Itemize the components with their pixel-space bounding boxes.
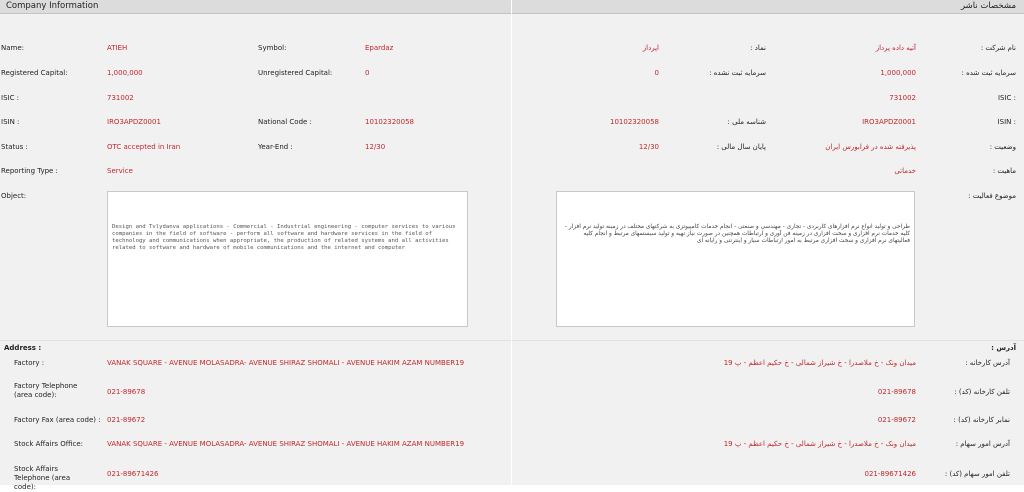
year-end-value: 12/30 (365, 143, 386, 151)
stock-affairs-office-value: VANAK SQUARE - AVENUE MOLASADRA- AVENUE SHIRAZ SHOMALI - AVENUE HAKIM AZAM NUMBER19 (107, 440, 465, 448)
name-label-fa: نام شرکت : (980, 44, 1016, 52)
factory-fax-label: Factory Fax (area code) : (14, 416, 101, 424)
national-code-value-fa: 10102320058 (610, 118, 659, 126)
year-end-label-fa: پایان سال مالی : (716, 143, 766, 151)
national-code-value: 10102320058 (365, 118, 414, 126)
isic-label-fa: ISIC : (997, 94, 1016, 102)
address-heading: Address : (4, 344, 42, 352)
year-end-label: Year-End : (258, 143, 293, 151)
factory-value: VANAK SQUARE - AVENUE MOLASADRA- AVENUE SHIRAZ SHOMALI - AVENUE HAKIM AZAM NUMBER19 (107, 359, 465, 367)
nature-label-fa: ماهیت : (992, 167, 1016, 175)
stock-affairs-telephone-label: Stock Affairs Telephone (area code): (14, 465, 71, 491)
company-info-panel-en (0, 0, 511, 491)
symbol-value-fa: اپرداز (642, 44, 659, 52)
factory-label-fa: آدرس کارخانه : (965, 359, 1010, 367)
object-label: Object: (1, 192, 27, 200)
isic-value: 731002 (107, 94, 134, 102)
company-info-panel-fa (512, 0, 1024, 485)
unregistered-capital-label-fa: سرمایه ثبت نشده : (709, 69, 766, 77)
factory-telephone-label: Factory Telephone (area code): (14, 382, 78, 399)
status-label: Status : (1, 143, 28, 151)
status-label-fa: وضعیت : (989, 143, 1016, 151)
factory-fax-label-fa: نمابر کارخانه (کد) : (953, 416, 1010, 424)
stock-affairs-telephone-value-fa: 021-89671426 (864, 470, 916, 478)
factory-label: Factory : (14, 359, 45, 367)
registered-capital-label: Registered Capital: (1, 69, 68, 77)
symbol-label-fa: نماد : (750, 44, 766, 52)
national-code-label: National Code : (258, 118, 312, 126)
isin-label: ISIN : (1, 118, 20, 126)
isin-value: IRO3APDZ0001 (107, 118, 161, 126)
factory-fax-value: 021-89672 (107, 416, 146, 424)
factory-value-fa: میدان ونک - خ ملاصدرا - خ شیراز شمالی - خ حکیم اعظم - پ 19 (723, 359, 916, 367)
name-label: Name: (1, 44, 25, 52)
status-value-fa: پذیرفته شده در فرابورس ایران (825, 143, 916, 151)
nature-value-fa: خدماتی (894, 167, 916, 175)
registered-capital-value-fa: 1,000,000 (880, 69, 916, 77)
reporting-type-label: Reporting Type : (1, 167, 58, 175)
factory-telephone-value-fa: 021-89678 (877, 388, 916, 396)
panel-title-en: Company Information (6, 1, 99, 11)
isic-value-fa: 731002 (889, 94, 916, 102)
panel-header-en (0, 0, 511, 14)
unregistered-capital-value-fa: 0 (654, 69, 659, 77)
panel-header-fa (512, 0, 1024, 14)
symbol-label: Symbol: (258, 44, 287, 52)
isin-value-fa: IRO3APDZ0001 (862, 118, 916, 126)
panel-title-fa: مشخصات ناشر (960, 1, 1016, 11)
name-value: ATIEH (107, 44, 128, 52)
symbol-value: Epardaz (365, 44, 394, 52)
reporting-type-value: Service (107, 167, 133, 175)
divider-fa (512, 340, 1024, 341)
stock-affairs-office-label-fa: آدرس امور سهام : (955, 440, 1010, 448)
registered-capital-label-fa: سرمایه ثبت شده : (961, 69, 1016, 77)
status-value: OTC accepted in Iran (107, 143, 181, 151)
isic-label: ISIC : (1, 94, 20, 102)
factory-telephone-label-fa: تلفن کارخانه (کد) : (954, 388, 1010, 396)
name-value-fa: آتیه داده پرداز (875, 44, 916, 52)
unregistered-capital-value: 0 (365, 69, 370, 77)
unregistered-capital-label: Unregistered Capital: (258, 69, 333, 77)
object-textarea[interactable]: Design and Tvlydanva applications - Commercial - Industrial engineering - computer services to various companies in the field of software - perform all software and hardware services in the field of technology and communications when appropriate, the production of related systems and all activities related to software and hardware of mobile communications and the internet and computer (107, 191, 468, 327)
divider (0, 340, 511, 341)
address-heading-fa: آدرس : (991, 344, 1016, 352)
registered-capital-value: 1,000,000 (107, 69, 143, 77)
activity-label-fa: موضوع فعالیت : (968, 192, 1016, 200)
activity-textarea-fa[interactable]: طراحی و تولید انواع نرم افزارهای کاربردی - تجاری - مهندسی و صنعتی - انجام خدمات کامپیوتری به شرکتهای مختلف در زمینه تولید نرم افزار - کلیه خدمات نرم افزاری و سخت افزاری در زمینه فن آوری و ارتباطات همچنین در صورت نیاز تهیه و تولید سیستمهای مرتبط و انجام کلیه فعالیتهای نرم افزاری و سخت افزاری مرتبط به امور ارتباطات سیار و اینترنتی و رایانه ای (556, 191, 915, 327)
national-code-label-fa: شناسه ملی : (727, 118, 766, 126)
factory-fax-value-fa: 021-89672 (877, 416, 916, 424)
factory-telephone-value: 021-89678 (107, 388, 146, 396)
stock-affairs-telephone-value: 021-89671426 (107, 470, 159, 478)
stock-affairs-telephone-label-fa: تلفن امور سهام (کد) : (944, 470, 1010, 478)
year-end-value-fa: 12/30 (638, 143, 659, 151)
isin-label-fa: ISIN : (997, 118, 1016, 126)
stock-affairs-office-label: Stock Affairs Office: (14, 440, 83, 448)
stock-affairs-office-value-fa: میدان ونک - خ ملاصدرا - خ شیراز شمالی - خ حکیم اعظم - پ 19 (723, 440, 916, 448)
